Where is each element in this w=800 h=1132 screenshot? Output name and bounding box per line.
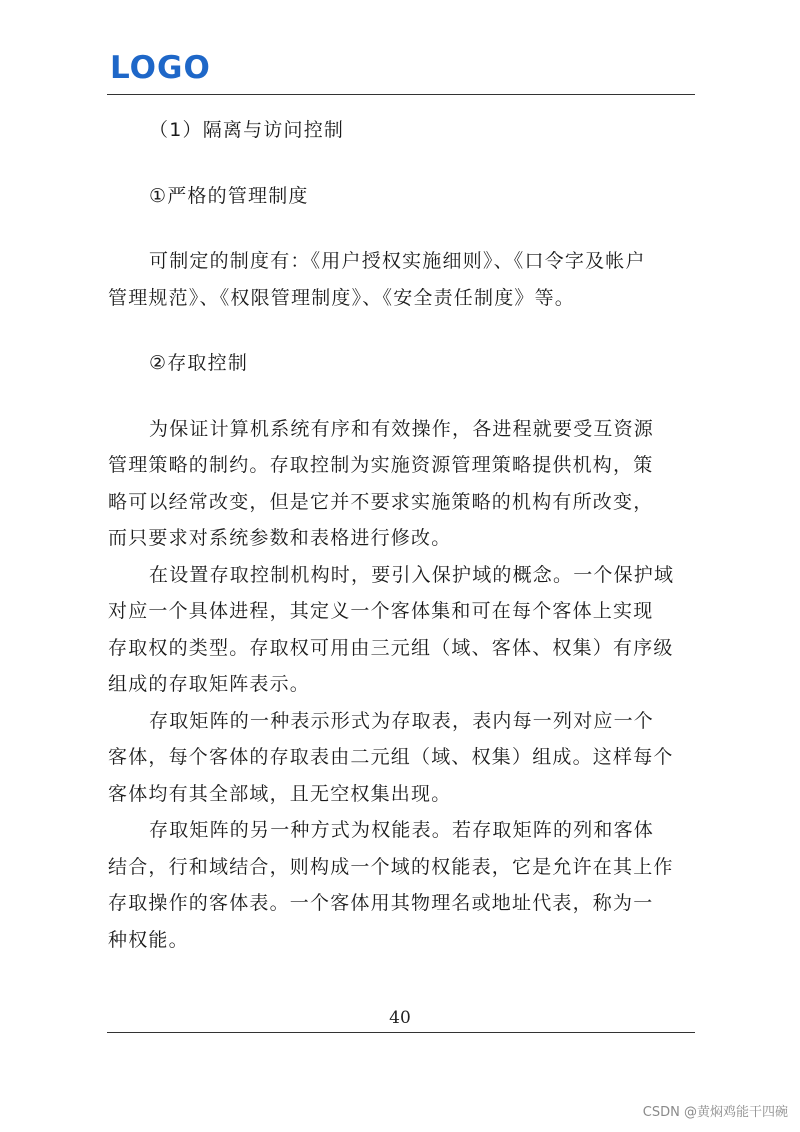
watermark: CSDN @黄焖鸡能干四碗 [642,1105,788,1120]
paragraph-capability-list: 存取矩阵的另一种方式为权能表。若存取矩阵的列和客体 结合，行和域结合，则构成一个域的权能表，它是允许在其上作 存取操作的客体表。一个客体用其物理名或地址代表，称为一 种权能。 [108,819,674,951]
section-heading: （1）隔离与访问控制 [149,119,345,141]
header-rule [107,94,695,95]
document-body [108,112,696,958]
paragraph-access-control-intro: 为保证计算机系统有序和有效操作，各进程就要受互资源 管理策略的制约。存取控制为实施资源管理策略提供机构，策 略可以经常改变，但是它并不要求实施策略的机构有所改变， 而只要求对系统参数和表格进行修改。 [108,417,655,549]
paragraph-protection-domain: 在设置存取控制机构时，要引入保护域的概念。一个保护域 对应一个具体进程，其定义一个客体集和可在每个客体上实现 存取权的类型。存取权可用由三元组（域、客体、权集）有序级 组成的存取矩阵表示。 [108,563,675,695]
subheading-access-control: ②存取控制 [149,352,249,374]
logo: LOGO [110,50,211,86]
subheading-management-rules: ①严格的管理制度 [149,184,309,207]
paragraph-access-list: 存取矩阵的一种表示形式为存取表，表内每一列对应一个 客体，每个客体的存取表由二元组（域、权集）组成。这样每个 客体均有其全部域，且无空权集出现。 [108,709,674,805]
footer-rule [107,1032,695,1033]
paragraph-rules: 可制定的制度有：《用户授权实施细则》、《口令字及帐户 管理规范》、《权限管理制度》、《安全责任制度》等。 [108,250,646,309]
page-number: 40 [389,1008,411,1028]
